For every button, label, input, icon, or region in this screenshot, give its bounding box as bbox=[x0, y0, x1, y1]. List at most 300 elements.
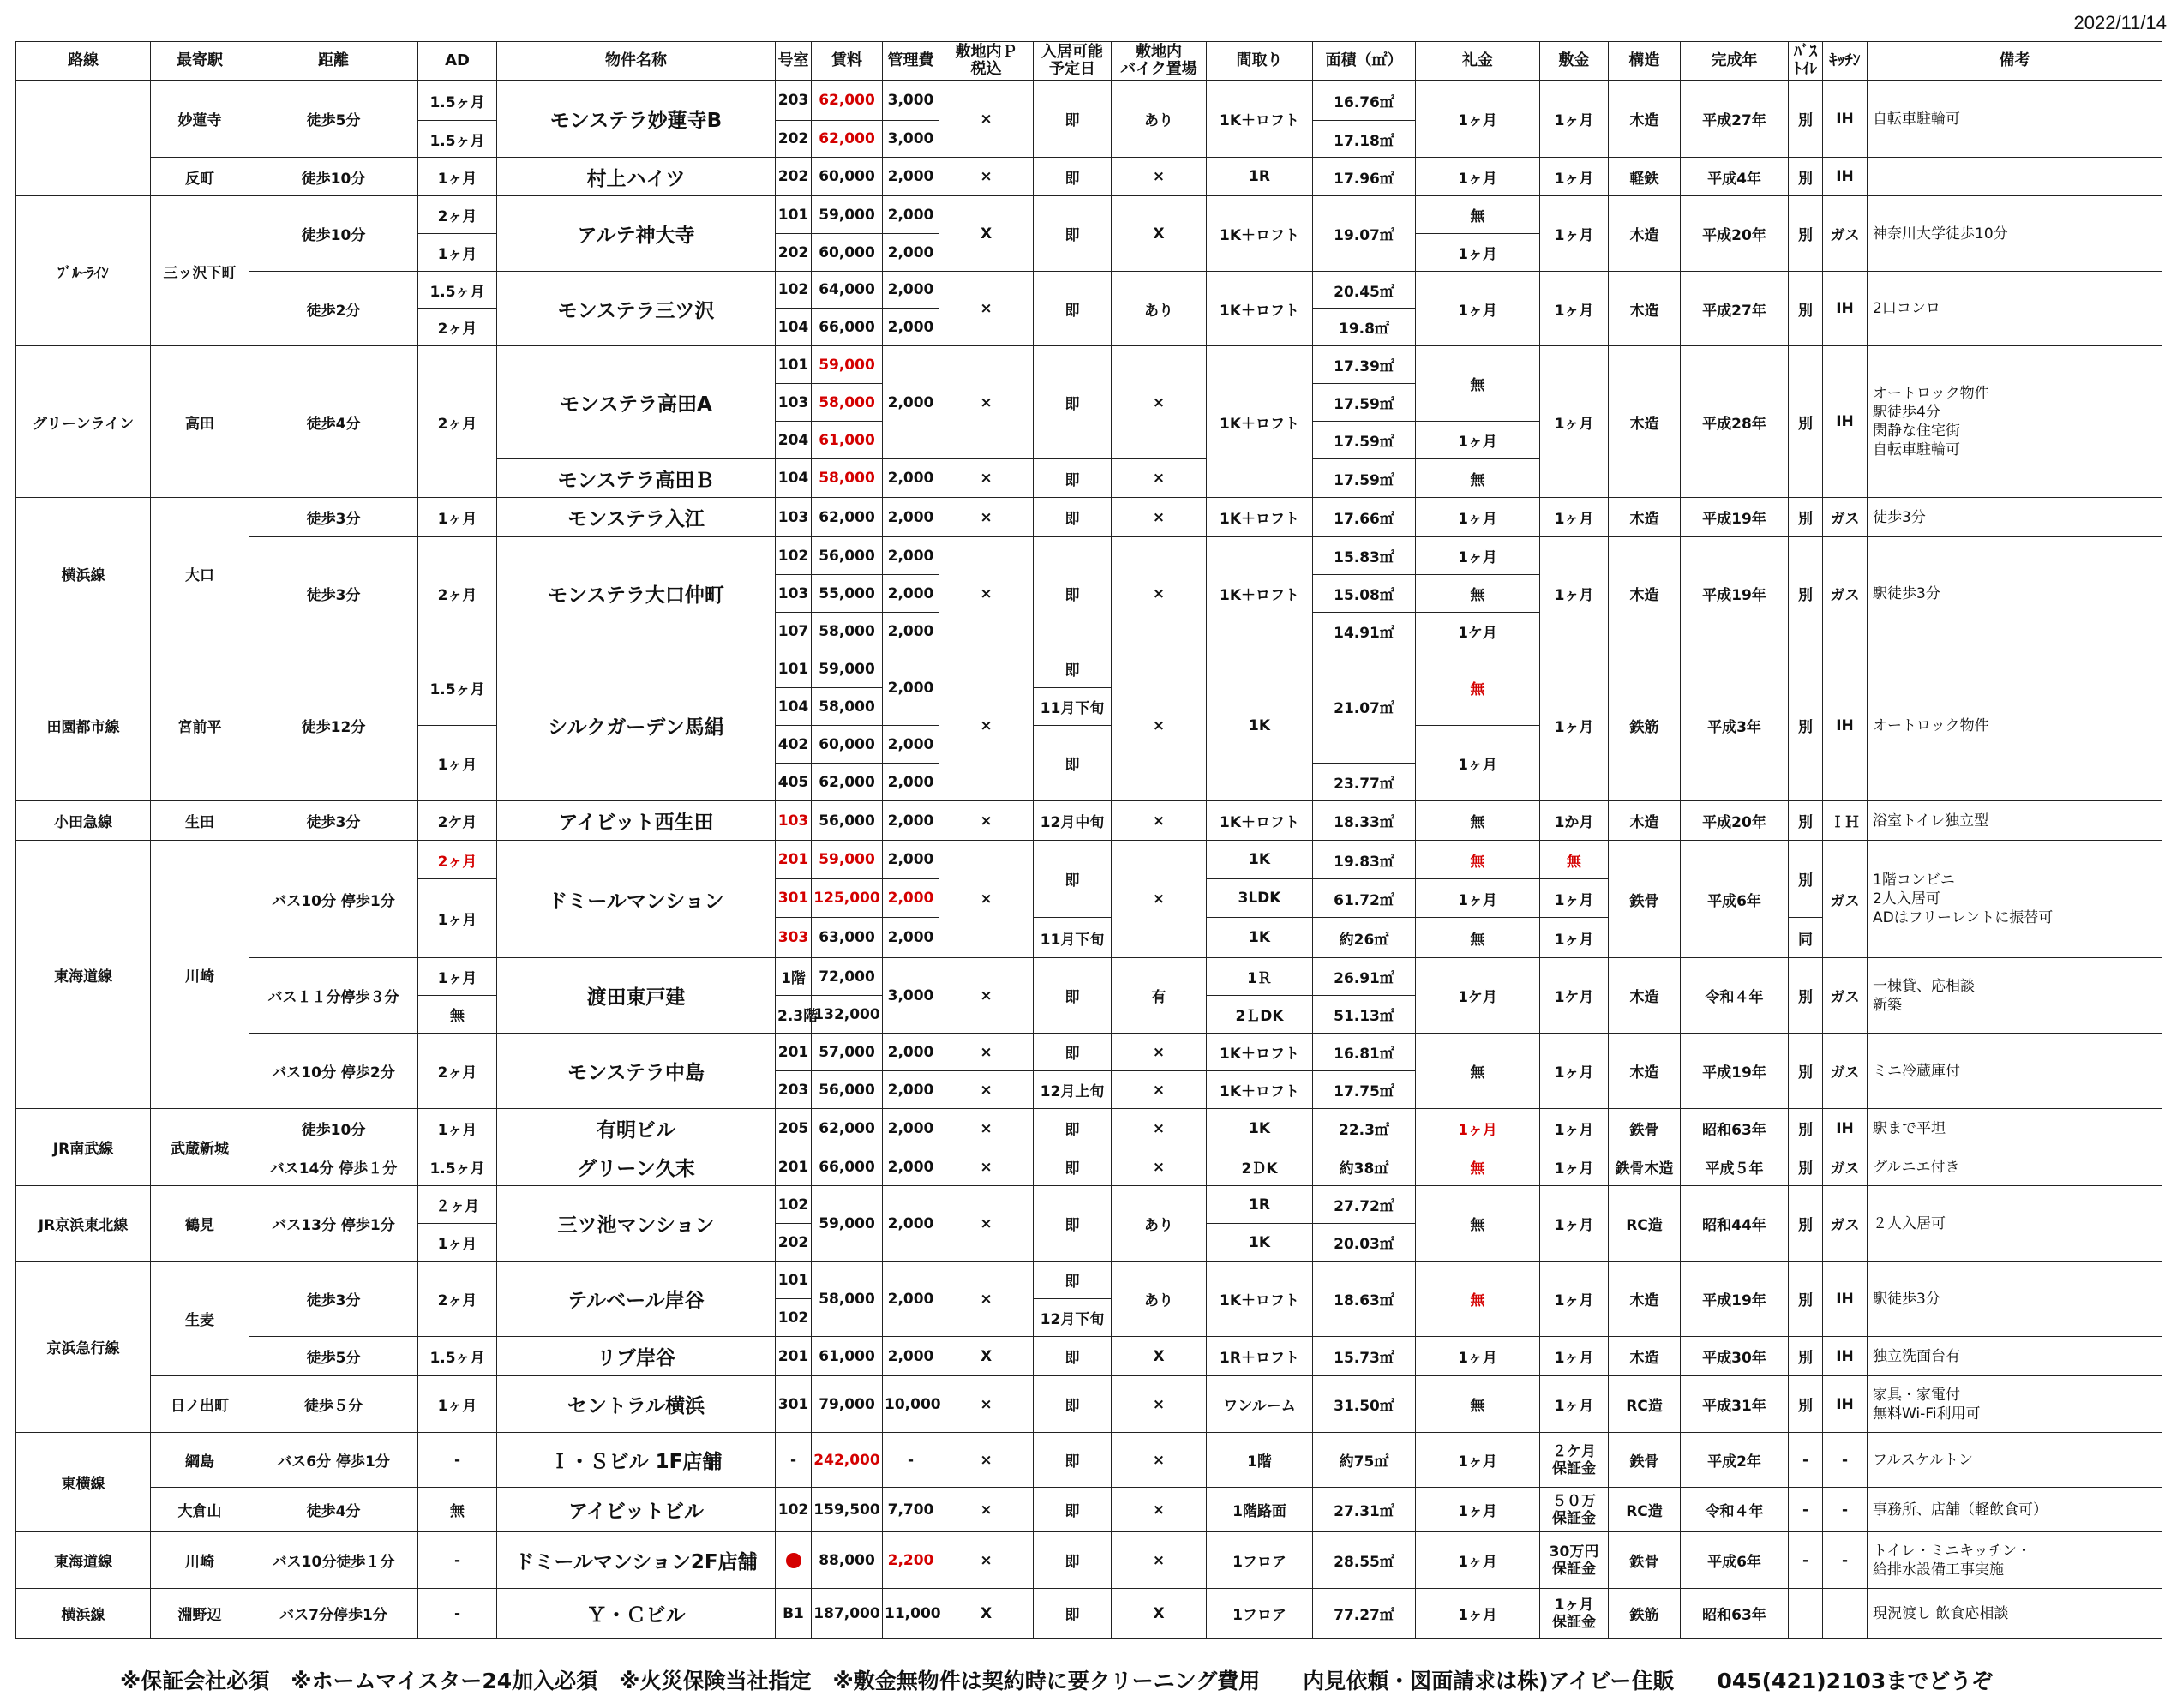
table-cell: 徒歩5分 bbox=[249, 81, 418, 158]
table-cell: 1K＋ロフト bbox=[1207, 1034, 1313, 1071]
red-dot-icon bbox=[786, 1553, 801, 1568]
table-cell: 3,000 bbox=[883, 958, 939, 1034]
column-header: 面積（㎡） bbox=[1313, 42, 1416, 81]
table-cell: 17.39㎡ bbox=[1313, 346, 1416, 384]
table-row bbox=[16, 841, 2162, 879]
table-cell: X bbox=[939, 196, 1034, 272]
table-cell: 別 bbox=[1789, 158, 1823, 196]
table-cell: 木造 bbox=[1609, 81, 1681, 158]
table-cell: IH bbox=[1823, 272, 1868, 346]
table-cell: 反町 bbox=[151, 158, 249, 196]
table-cell: 27.31㎡ bbox=[1313, 1488, 1416, 1532]
table-cell: 103 bbox=[776, 575, 812, 613]
table-cell: 徒歩3分 bbox=[249, 1262, 418, 1337]
table-cell: ガス bbox=[1823, 537, 1868, 650]
table-cell: 1ヶ月 bbox=[1416, 234, 1540, 272]
table-cell: 自転車駐輪可 bbox=[1868, 81, 2162, 158]
table-cell: 7,700 bbox=[883, 1488, 939, 1532]
table-cell: 1ヶ月 bbox=[1540, 1337, 1609, 1376]
table-cell: 2,000 bbox=[883, 879, 939, 918]
table-cell: 無 bbox=[1416, 196, 1540, 234]
table-cell: 即 bbox=[1034, 459, 1112, 498]
table-cell: 鉄骨 bbox=[1609, 1532, 1681, 1589]
table-cell: 79,000 bbox=[812, 1376, 883, 1433]
table-cell: 武蔵新城 bbox=[151, 1109, 249, 1186]
table-cell: 58,000 bbox=[812, 459, 883, 498]
table-cell: 3LDK bbox=[1207, 879, 1313, 918]
table-cell: 即 bbox=[1034, 1262, 1112, 1299]
table-cell: 20.45㎡ bbox=[1313, 272, 1416, 309]
table-cell: 駅徒歩3分 bbox=[1868, 1262, 2162, 1337]
table-cell: RC造 bbox=[1609, 1376, 1681, 1433]
table-cell: 1ヶ月 bbox=[1540, 1186, 1609, 1262]
table-cell: 即 bbox=[1034, 1109, 1112, 1148]
table-cell: × bbox=[939, 841, 1034, 958]
table-cell: 16.76㎡ bbox=[1313, 81, 1416, 121]
table-cell: 1ヶ月 bbox=[418, 879, 497, 958]
table-cell: 徒歩10分 bbox=[249, 158, 418, 196]
table-cell: 1ヶ月 bbox=[1416, 81, 1540, 158]
table-cell: 31.50㎡ bbox=[1313, 1376, 1416, 1433]
table-cell: 59,000 bbox=[812, 346, 883, 384]
table-cell: 一棟貸、応相談 新築 bbox=[1868, 958, 2162, 1034]
table-cell: 2,000 bbox=[883, 1148, 939, 1186]
table-cell: 平成19年 bbox=[1681, 1262, 1789, 1337]
table-cell: 202 bbox=[776, 1224, 812, 1262]
table-cell: × bbox=[1112, 1376, 1207, 1433]
table-cell: 1ヶ月 bbox=[1540, 1034, 1609, 1109]
table-cell: 101 bbox=[776, 1262, 812, 1299]
table-cell: 1ヶ月 bbox=[1416, 158, 1540, 196]
table-cell: 1ヶ月 bbox=[1416, 879, 1540, 918]
table-cell: 242,000 bbox=[812, 1433, 883, 1488]
table-cell: 1ヶ月 bbox=[1540, 879, 1609, 918]
table-row bbox=[16, 1337, 2162, 1376]
table-cell: 別 bbox=[1789, 272, 1823, 346]
table-cell: 神奈川大学徒歩10分 bbox=[1868, 196, 2162, 272]
table-cell: 2,000 bbox=[883, 498, 939, 537]
table-cell: 1K＋ロフト bbox=[1207, 537, 1313, 650]
table-cell: 無 bbox=[1416, 1376, 1540, 1433]
table-cell: 1K＋ロフト bbox=[1207, 1071, 1313, 1109]
table-row bbox=[16, 650, 2162, 688]
table-cell: - bbox=[418, 1532, 497, 1589]
table-cell: あり bbox=[1112, 81, 1207, 158]
table-row bbox=[16, 1376, 2162, 1433]
table-cell: X bbox=[1112, 1337, 1207, 1376]
table-row bbox=[16, 1109, 2162, 1148]
table-cell: 2ヶ月 bbox=[418, 1262, 497, 1337]
table-cell: 別 bbox=[1789, 958, 1823, 1034]
table-cell: 2.3階 bbox=[776, 996, 812, 1034]
table-cell: モンステラ高田Ｂ bbox=[497, 459, 776, 498]
table-cell: 徒歩10分 bbox=[249, 196, 418, 272]
table-cell: 無 bbox=[1416, 650, 1540, 726]
table-cell: × bbox=[939, 1532, 1034, 1589]
table-cell: 即 bbox=[1034, 537, 1112, 650]
table-cell: 1R bbox=[1207, 158, 1313, 196]
table-cell: 京浜急行線 bbox=[16, 1262, 151, 1433]
table-cell: 横浜線 bbox=[16, 498, 151, 650]
table-cell: 30万円 保証金 bbox=[1540, 1532, 1609, 1589]
table-cell: 1階 bbox=[1207, 1433, 1313, 1488]
table-cell: 58,000 bbox=[812, 688, 883, 726]
table-cell: 別 bbox=[1789, 1376, 1823, 1433]
table-cell bbox=[1868, 158, 2162, 196]
table-cell: 2ヶ月 bbox=[418, 309, 497, 346]
table-cell: 平成31年 bbox=[1681, 1376, 1789, 1433]
table-cell: トイレ・ミニキッチン・ 給排水設備工事実施 bbox=[1868, 1532, 2162, 1589]
table-cell: 徒歩3分 bbox=[249, 498, 418, 537]
table-cell: 約26㎡ bbox=[1313, 918, 1416, 958]
table-cell: 1K＋ロフト bbox=[1207, 196, 1313, 272]
table-cell: 204 bbox=[776, 422, 812, 459]
table-cell: 平成30年 bbox=[1681, 1337, 1789, 1376]
table-cell: 木造 bbox=[1609, 1034, 1681, 1109]
table-cell: 宮前平 bbox=[151, 650, 249, 801]
table-cell: 1ヶ月 bbox=[418, 498, 497, 537]
table-cell: 1ヶ月 bbox=[1540, 1262, 1609, 1337]
table-cell: 1ヶ月 bbox=[1540, 918, 1609, 958]
table-cell: 別 bbox=[1789, 346, 1823, 498]
table-cell: 即 bbox=[1034, 1488, 1112, 1532]
table-cell bbox=[16, 81, 151, 196]
table-cell: 川崎 bbox=[151, 841, 249, 1109]
table-cell: × bbox=[939, 801, 1034, 841]
table-cell: × bbox=[1112, 1433, 1207, 1488]
table-cell: 事務所、店舗（軽飲食可） bbox=[1868, 1488, 2162, 1532]
table-cell: 即 bbox=[1034, 650, 1112, 688]
table-cell: 60,000 bbox=[812, 158, 883, 196]
table-cell: 木造 bbox=[1609, 1262, 1681, 1337]
table-cell: 徒歩3分 bbox=[1868, 498, 2162, 537]
column-header: 距離 bbox=[249, 42, 418, 81]
column-header: 完成年 bbox=[1681, 42, 1789, 81]
table-cell: × bbox=[1112, 346, 1207, 459]
table-cell: 1K bbox=[1207, 918, 1313, 958]
table-cell: あり bbox=[1112, 272, 1207, 346]
table-cell: 1ヶ月 bbox=[1416, 1488, 1540, 1532]
table-cell: 1ケ月 bbox=[1416, 613, 1540, 650]
table-cell: 生田 bbox=[151, 801, 249, 841]
table-cell: 1K bbox=[1207, 1224, 1313, 1262]
table-cell: 1ヶ月 bbox=[1540, 81, 1609, 158]
table-cell: 15.83㎡ bbox=[1313, 537, 1416, 575]
table-cell: 1ケ月 bbox=[1540, 958, 1609, 1034]
table-cell: 木造 bbox=[1609, 498, 1681, 537]
table-cell: 61,000 bbox=[812, 422, 883, 459]
table-cell: 17.59㎡ bbox=[1313, 422, 1416, 459]
table-cell: X bbox=[939, 1589, 1034, 1639]
table-cell: ミニ冷蔵庫付 bbox=[1868, 1034, 2162, 1109]
table-cell: 昭和63年 bbox=[1681, 1109, 1789, 1148]
table-cell: 1ヶ月 bbox=[1416, 537, 1540, 575]
table-cell: 即 bbox=[1034, 1034, 1112, 1071]
table-cell: 木造 bbox=[1609, 801, 1681, 841]
table-cell: 横浜線 bbox=[16, 1589, 151, 1639]
table-cell: - bbox=[1789, 1433, 1823, 1488]
table-cell: グルニエ付き bbox=[1868, 1148, 2162, 1186]
table-cell: 平成27年 bbox=[1681, 272, 1789, 346]
table-cell: 62,000 bbox=[812, 1109, 883, 1148]
table-cell: 1ヶ月 bbox=[1540, 650, 1609, 801]
table-cell: 1ヶ月 bbox=[1540, 537, 1609, 650]
table-cell: 1ヶ月 bbox=[418, 158, 497, 196]
table-cell: × bbox=[1112, 1488, 1207, 1532]
table-cell: 1ヶ月 bbox=[1416, 1337, 1540, 1376]
table-cell: 浴室トイレ独立型 bbox=[1868, 801, 2162, 841]
table-cell: ５０万 保証金 bbox=[1540, 1488, 1609, 1532]
table-cell: 2ケ月 bbox=[418, 801, 497, 841]
table-cell: 1ヶ月 bbox=[1540, 158, 1609, 196]
table-cell: ２人入居可 bbox=[1868, 1186, 2162, 1262]
table-cell: 17.18㎡ bbox=[1313, 121, 1416, 158]
property-list-table bbox=[15, 41, 2162, 1639]
table-cell: × bbox=[939, 1071, 1034, 1109]
table-cell: 木造 bbox=[1609, 196, 1681, 272]
table-cell: モンステラ入江 bbox=[497, 498, 776, 537]
table-cell: 村上ハイツ bbox=[497, 158, 776, 196]
table-cell: 1R bbox=[1207, 1186, 1313, 1224]
table-cell: 202 bbox=[776, 121, 812, 158]
table-cell: 1階路面 bbox=[1207, 1488, 1313, 1532]
table-cell: × bbox=[939, 1488, 1034, 1532]
table-cell: 60,000 bbox=[812, 726, 883, 764]
table-cell: 2,000 bbox=[883, 1186, 939, 1262]
table-cell: × bbox=[1112, 498, 1207, 537]
table-cell: 1ヶ月 bbox=[1416, 272, 1540, 346]
table-cell: 徒歩3分 bbox=[249, 801, 418, 841]
table-cell: 即 bbox=[1034, 158, 1112, 196]
table-cell: あり bbox=[1112, 1186, 1207, 1262]
table-cell: 1ヶ月 bbox=[1416, 422, 1540, 459]
table-cell: 軽鉄 bbox=[1609, 158, 1681, 196]
table-cell: 28.55㎡ bbox=[1313, 1532, 1416, 1589]
table-cell: B1 bbox=[776, 1589, 812, 1639]
table-cell: 2,000 bbox=[883, 1109, 939, 1148]
table-cell: 即 bbox=[1034, 841, 1112, 918]
table-cell: 12月下旬 bbox=[1034, 1299, 1112, 1337]
table-cell: 2,000 bbox=[883, 1262, 939, 1337]
table-cell: バス１１分停歩３分 bbox=[249, 958, 418, 1034]
table-row bbox=[16, 1034, 2162, 1071]
table-cell: 別 bbox=[1789, 801, 1823, 841]
table-cell: 66,000 bbox=[812, 309, 883, 346]
table-cell: 405 bbox=[776, 764, 812, 801]
table-cell: 102 bbox=[776, 1299, 812, 1337]
table-cell: 徒歩5分 bbox=[249, 1337, 418, 1376]
table-cell: 2,000 bbox=[883, 459, 939, 498]
table-cell: IH bbox=[1823, 346, 1868, 498]
table-cell: 徒歩2分 bbox=[249, 272, 418, 346]
table-cell: バス10分 停歩1分 bbox=[249, 841, 418, 958]
table-row bbox=[16, 498, 2162, 537]
table-cell: セントラル横浜 bbox=[497, 1376, 776, 1433]
table-cell: 徒歩3分 bbox=[249, 537, 418, 650]
table-cell: × bbox=[939, 459, 1034, 498]
table-cell: 木造 bbox=[1609, 346, 1681, 498]
table-row bbox=[16, 1488, 2162, 1532]
table-cell: 2ヶ月 bbox=[418, 196, 497, 234]
table-cell: モンステラ三ツ沢 bbox=[497, 272, 776, 346]
table-cell: 205 bbox=[776, 1109, 812, 1148]
table-cell: 62,000 bbox=[812, 81, 883, 121]
column-header: 路線 bbox=[16, 42, 151, 81]
table-cell: 103 bbox=[776, 801, 812, 841]
table-cell: 別 bbox=[1789, 1034, 1823, 1109]
table-cell: テルベール岸谷 bbox=[497, 1262, 776, 1337]
table-cell: IH bbox=[1823, 1337, 1868, 1376]
table-cell: 即 bbox=[1034, 346, 1112, 459]
table-cell: × bbox=[939, 1262, 1034, 1337]
table-cell: - bbox=[418, 1589, 497, 1639]
table-cell: 102 bbox=[776, 272, 812, 309]
table-cell: 無 bbox=[1416, 918, 1540, 958]
table-cell: 17.59㎡ bbox=[1313, 459, 1416, 498]
table-cell: 101 bbox=[776, 650, 812, 688]
table-cell: 20.03㎡ bbox=[1313, 1224, 1416, 1262]
table-cell: 徒歩4分 bbox=[249, 346, 418, 498]
table-cell: 2,000 bbox=[883, 537, 939, 575]
table-cell: 平成6年 bbox=[1681, 841, 1789, 958]
table-cell: - bbox=[1823, 1532, 1868, 1589]
table-cell: × bbox=[939, 1109, 1034, 1148]
table-cell: 2ＤK bbox=[1207, 1148, 1313, 1186]
table-cell: 102 bbox=[776, 537, 812, 575]
table-cell: 2ヶ月 bbox=[418, 346, 497, 498]
table-cell: 1K＋ロフト bbox=[1207, 81, 1313, 158]
table-cell: モンステラ妙蓮寺B bbox=[497, 81, 776, 158]
table-cell: 51.13㎡ bbox=[1313, 996, 1416, 1034]
table-row bbox=[16, 1589, 2162, 1639]
table-cell: 57,000 bbox=[812, 1034, 883, 1071]
table-cell: 104 bbox=[776, 309, 812, 346]
table-cell: IH bbox=[1823, 1376, 1868, 1433]
table-cell: 即 bbox=[1034, 196, 1112, 272]
table-row bbox=[16, 1186, 2162, 1224]
table-cell: 58,000 bbox=[812, 1262, 883, 1337]
table-cell: 昭和63年 bbox=[1681, 1589, 1789, 1639]
table-cell: 2,000 bbox=[883, 346, 939, 459]
table-cell: ガス bbox=[1823, 196, 1868, 272]
table-cell: 27.72㎡ bbox=[1313, 1186, 1416, 1224]
table-cell: 2,000 bbox=[883, 650, 939, 726]
table-cell: 無 bbox=[1416, 1186, 1540, 1262]
table-cell: 高田 bbox=[151, 346, 249, 498]
table-cell: 56,000 bbox=[812, 537, 883, 575]
table-cell: 62,000 bbox=[812, 764, 883, 801]
table-cell: 2,000 bbox=[883, 841, 939, 879]
table-cell: × bbox=[939, 650, 1034, 801]
table-row bbox=[16, 1262, 2162, 1299]
table-cell bbox=[1823, 1589, 1868, 1639]
table-cell: 無 bbox=[1416, 1148, 1540, 1186]
table-cell: ガス bbox=[1823, 498, 1868, 537]
table-cell: 令和４年 bbox=[1681, 1488, 1789, 1532]
table-cell: 渡田東戸建 bbox=[497, 958, 776, 1034]
table-cell: 約38㎡ bbox=[1313, 1148, 1416, 1186]
table-cell: 別 bbox=[1789, 1109, 1823, 1148]
table-cell: 徒歩4分 bbox=[249, 1488, 418, 1532]
table-cell: 1ヶ月 bbox=[1416, 498, 1540, 537]
table-cell: 三ツ池マンション bbox=[497, 1186, 776, 1262]
table-cell: 1ヶ月 bbox=[1540, 1376, 1609, 1433]
table-cell: - bbox=[1789, 1532, 1823, 1589]
table-cell: 別 bbox=[1789, 841, 1823, 918]
table-row bbox=[16, 196, 2162, 234]
table-cell: 58,000 bbox=[812, 384, 883, 422]
table-cell: 15.73㎡ bbox=[1313, 1337, 1416, 1376]
table-cell: 77.27㎡ bbox=[1313, 1589, 1416, 1639]
table-cell: 187,000 bbox=[812, 1589, 883, 1639]
table-cell: IH bbox=[1823, 81, 1868, 158]
table-cell: RC造 bbox=[1609, 1488, 1681, 1532]
table-cell: 3,000 bbox=[883, 121, 939, 158]
table-cell: 1ヶ月 保証金 bbox=[1540, 1589, 1609, 1639]
table-cell: 17.59㎡ bbox=[1313, 384, 1416, 422]
table-cell: 1K＋ロフト bbox=[1207, 801, 1313, 841]
table-cell: バス10分徒歩１分 bbox=[249, 1532, 418, 1589]
table-cell: 鉄骨 bbox=[1609, 1109, 1681, 1148]
table-cell: 1ヶ月 bbox=[418, 958, 497, 996]
table-cell: 1.5ヶ月 bbox=[418, 121, 497, 158]
table-cell: 別 bbox=[1789, 1186, 1823, 1262]
table-cell: 即 bbox=[1034, 1589, 1112, 1639]
table-cell: バス13分 停歩1分 bbox=[249, 1186, 418, 1262]
table-cell: X bbox=[939, 1337, 1034, 1376]
table-row bbox=[16, 81, 2162, 121]
table-cell: 2,000 bbox=[883, 158, 939, 196]
table-cell: 1ヶ月 bbox=[1416, 726, 1540, 801]
table-cell: × bbox=[1112, 650, 1207, 801]
table-cell: 2,000 bbox=[883, 726, 939, 764]
table-cell: 有明ビル bbox=[497, 1109, 776, 1148]
table-cell: 駅まで平坦 bbox=[1868, 1109, 2162, 1148]
table-cell: IH bbox=[1823, 1109, 1868, 1148]
table-cell: × bbox=[1112, 841, 1207, 958]
table-cell: モンステラ大口仲町 bbox=[497, 537, 776, 650]
table-cell: 淵野辺 bbox=[151, 1589, 249, 1639]
table-cell: × bbox=[1112, 1034, 1207, 1071]
table-cell: アイビットビル bbox=[497, 1488, 776, 1532]
table-cell: 2,000 bbox=[883, 918, 939, 958]
table-cell: 59,000 bbox=[812, 1186, 883, 1262]
table-cell: ﾌﾞﾙｰﾗｲﾝ bbox=[16, 196, 151, 346]
table-cell: - bbox=[1789, 1488, 1823, 1532]
table-cell: バス6分 停歩1分 bbox=[249, 1433, 418, 1488]
table-cell: 203 bbox=[776, 81, 812, 121]
table-cell: 1.5ヶ月 bbox=[418, 1337, 497, 1376]
table-cell: 125,000 bbox=[812, 879, 883, 918]
table-row bbox=[16, 801, 2162, 841]
table-cell: ガス bbox=[1823, 1148, 1868, 1186]
table-cell: フルスケルトン bbox=[1868, 1433, 2162, 1488]
table-cell: ワンルーム bbox=[1207, 1376, 1313, 1433]
table-cell: 2ＬDK bbox=[1207, 996, 1313, 1034]
table-cell: 2,000 bbox=[883, 309, 939, 346]
table-cell: 1ヶ月 bbox=[1540, 272, 1609, 346]
table-cell: IH bbox=[1823, 650, 1868, 801]
table-cell: リブ岸谷 bbox=[497, 1337, 776, 1376]
table-cell: バス7分停歩1分 bbox=[249, 1589, 418, 1639]
footer-notes: ※保証会社必須 ※ホームマイスター24加入必須 ※火災保険当社指定 ※敷金無物件は契約時に要クリーニング費用 内見依頼・図面請求は株)アイビー住販 045(421)2103までどうぞ bbox=[120, 1669, 1994, 1693]
table-cell: × bbox=[1112, 1071, 1207, 1109]
table-cell: ガス bbox=[1823, 841, 1868, 958]
table-cell: × bbox=[1112, 801, 1207, 841]
table-cell: 即 bbox=[1034, 1433, 1112, 1488]
table-cell: × bbox=[939, 1186, 1034, 1262]
table-cell: グリーンライン bbox=[16, 346, 151, 498]
